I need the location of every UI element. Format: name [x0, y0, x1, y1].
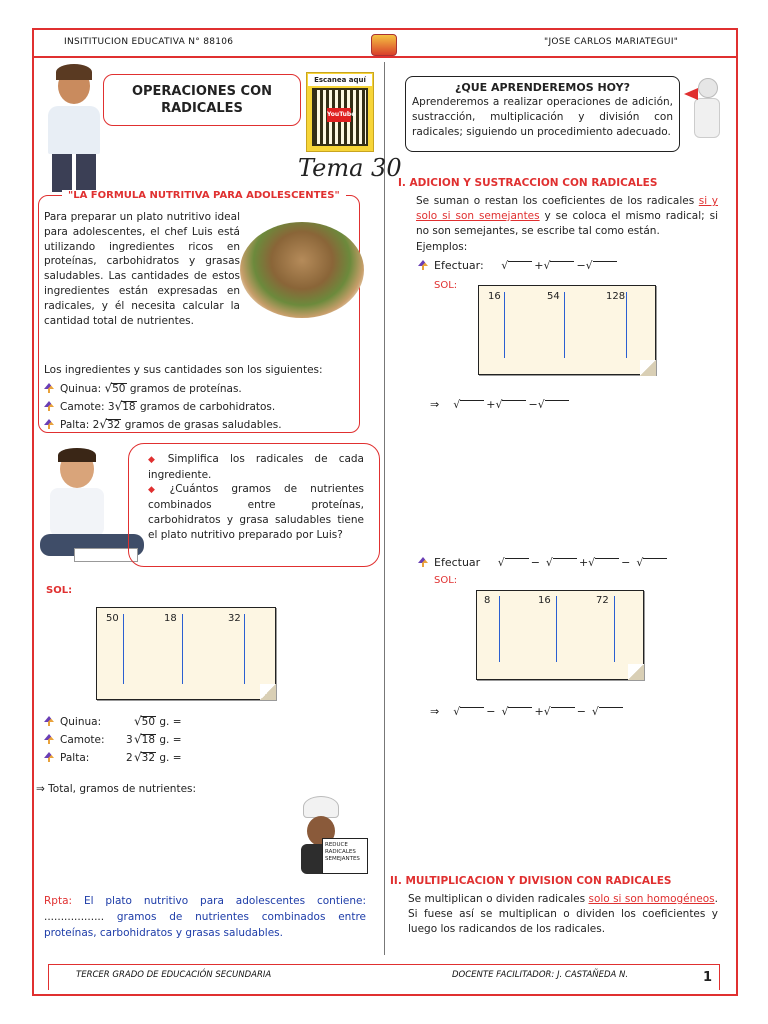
youtube-icon: YouTube: [327, 108, 351, 122]
learning-goal-box: [405, 76, 680, 152]
ingredient-item: Camote: 3√18 gramos de carbohidratos.: [44, 398, 354, 416]
ingredient-coef: 2: [92, 419, 100, 431]
bullet-icon: [44, 734, 54, 744]
section-2-title: II. MULTIPLICACION Y DIVISION CON RADICALES: [390, 875, 672, 887]
institution-label: INSITITUCION EDUCATIVA N° 88106: [64, 37, 234, 47]
ingredient-name: Palta:: [60, 419, 90, 431]
page-number: 1: [703, 970, 713, 985]
example-2-work-area[interactable]: [476, 590, 644, 680]
header-divider: [32, 56, 738, 58]
example-1-sol-label: SOL:: [434, 280, 458, 291]
radicand-number: 32: [228, 613, 241, 624]
ingredients-intro: Los ingredientes y sus cantidades son los siguientes:: [44, 364, 323, 376]
diamond-bullet-icon: ◆: [148, 485, 165, 495]
question-item: ◆ Simplifica los radicales de cada ingrediente.: [148, 453, 364, 481]
bullet-icon: [44, 716, 54, 726]
topic-number: Tema 30: [298, 154, 402, 182]
result-item: Quinua: √50 g. =: [44, 713, 244, 731]
title-line-2: RADICALES: [161, 101, 243, 116]
ingredient-item: Palta: 2√32 gramos de grasas saludables.: [44, 416, 354, 434]
learning-goal-title: ¿QUE APRENDEREMOS HOY?: [455, 81, 630, 94]
section-1-title: I. ADICION Y SUSTRACCION CON RADICALES: [398, 177, 658, 189]
radicand-number: 72: [596, 595, 609, 606]
note-fold: [640, 360, 656, 376]
example-2-expression: Efectuar √ − √ +√ − √: [418, 556, 669, 569]
example-2-result: ⇒ √ − √ +√ − √: [430, 705, 625, 718]
title-line-1: OPERACIONES CON: [131, 84, 273, 99]
factor-line: [614, 596, 615, 662]
example-1-result: ⇒ √ +√ −√: [430, 398, 571, 411]
total-label: ⇒ Total, gramos de nutrientes:: [36, 783, 197, 795]
radicand-number: 54: [547, 291, 560, 302]
radicand-number: 18: [164, 613, 177, 624]
bullet-icon: [418, 557, 428, 567]
ingredient-unit: gramos de proteínas.: [129, 383, 242, 395]
answer-text-2: gramos de nutrientes combinados entre proteínas, carbohidratos y grasas saludables.: [44, 911, 366, 939]
question-item: ◆ ¿Cuántos gramos de nutrientes combinados entre proteínas, carbohidratos y grasa saludables tiene el plato nutritivo preparado por Luis?: [148, 483, 364, 541]
answer-block: [44, 893, 366, 941]
food-bowl-image: [240, 222, 364, 318]
factor-line: [123, 614, 124, 684]
section-2-highlight: solo si son homogéneos: [588, 893, 715, 905]
diamond-bullet-icon: ◆: [148, 455, 163, 465]
ingredient-radicand: 50: [112, 383, 126, 395]
chef-sign: REDUCE RADICALES SEMEJANTES: [322, 838, 368, 874]
bullet-icon: [44, 419, 54, 429]
ingredient-unit: gramos de carbohidratos.: [139, 401, 276, 413]
bullet-icon: [418, 260, 428, 270]
school-logo: [371, 34, 397, 56]
qr-label: Escanea aquí: [308, 74, 372, 86]
result-item: Camote: 3√18 g. =: [44, 731, 244, 749]
radicand-number: 128: [606, 291, 626, 302]
story-paragraph: Para preparar un plato nutritivo ideal para adolescentes, el chef Luis está utilizando ingredientes ricos en proteínas, carbohidratos y grasas saludables. Las cantidades de estos ingredientes están expresadas en radicales, y él necesita calcular la cantidad total de nutrientes.: [44, 211, 240, 327]
section-1-highlight: si y solo si son semejantes: [416, 195, 718, 222]
ingredient-name: Quinua:: [60, 383, 102, 395]
radicand-number: 8: [484, 595, 491, 606]
ingredient-radicand: 32: [107, 419, 121, 431]
factor-line: [182, 614, 183, 684]
bullet-icon: [44, 401, 54, 411]
example-1-expression: Efectuar: √ +√ −√: [418, 259, 619, 272]
ingredient-radicand: 18: [122, 401, 136, 413]
megaphone-person-icon: [684, 74, 734, 144]
lesson-title: [103, 74, 301, 126]
radicand-number: 16: [488, 291, 501, 302]
answer-text-1: El plato nutritivo para adolescentes contiene:: [83, 895, 366, 907]
bullet-icon: [44, 383, 54, 393]
note-fold: [628, 664, 644, 680]
footer-teacher: DOCENTE FACILITADOR: J. CASTAÑEDA N.: [452, 970, 629, 980]
results-list: [44, 713, 244, 767]
ingredient-item: Quinua: √50 gramos de proteínas.: [44, 380, 354, 398]
factor-line: [564, 292, 565, 358]
answer-label: Rpta:: [44, 895, 73, 907]
examples-label: Ejemplos:: [416, 241, 468, 253]
result-item: Palta: 2√32 g. =: [44, 749, 244, 767]
sol-label: SOL:: [46, 585, 73, 596]
factor-line: [504, 292, 505, 358]
bullet-icon: [44, 752, 54, 762]
answer-blank[interactable]: ..................: [44, 911, 105, 923]
learning-goal-text: Aprenderemos a realizar operaciones de adición, sustracción, multiplicación y división con radicales; siguiendo un procedimiento adecuado.: [412, 96, 673, 138]
story-title: "LA FORMULA NUTRITIVA PARA ADOLESCENTES": [62, 190, 346, 201]
note-fold: [260, 684, 276, 700]
example-2-sol-label: SOL:: [434, 575, 458, 586]
ingredient-name: Camote:: [60, 401, 105, 413]
section-1-text: Se suman o restan los coeficientes de los radicales si y solo si son semejantes y se coloca el mismo radical; si no son semejantes, se escribe tal como están.: [416, 195, 718, 237]
factor-line: [556, 596, 557, 662]
footer-grade: TERCER GRADO DE EDUCACIÓN SECUNDARIA: [76, 970, 272, 980]
radicand-number: 50: [106, 613, 119, 624]
factor-line: [626, 292, 627, 358]
ingredient-coef: 3: [107, 401, 115, 413]
section-2-text: Se multiplican o dividen radicales solo si son homogéneos. Si fuese así se multiplican o dividen los coeficientes y luego los radicandos de los radicales.: [408, 893, 718, 935]
factor-line: [499, 596, 500, 662]
ingredient-list: [44, 380, 354, 434]
factor-line: [244, 614, 245, 684]
radicand-number: 16: [538, 595, 551, 606]
teacher-illustration: [40, 68, 110, 194]
school-name: "JOSE CARLOS MARIATEGUI": [544, 37, 679, 47]
ingredient-unit: gramos de grasas saludables.: [124, 419, 282, 431]
column-divider: [384, 62, 385, 955]
